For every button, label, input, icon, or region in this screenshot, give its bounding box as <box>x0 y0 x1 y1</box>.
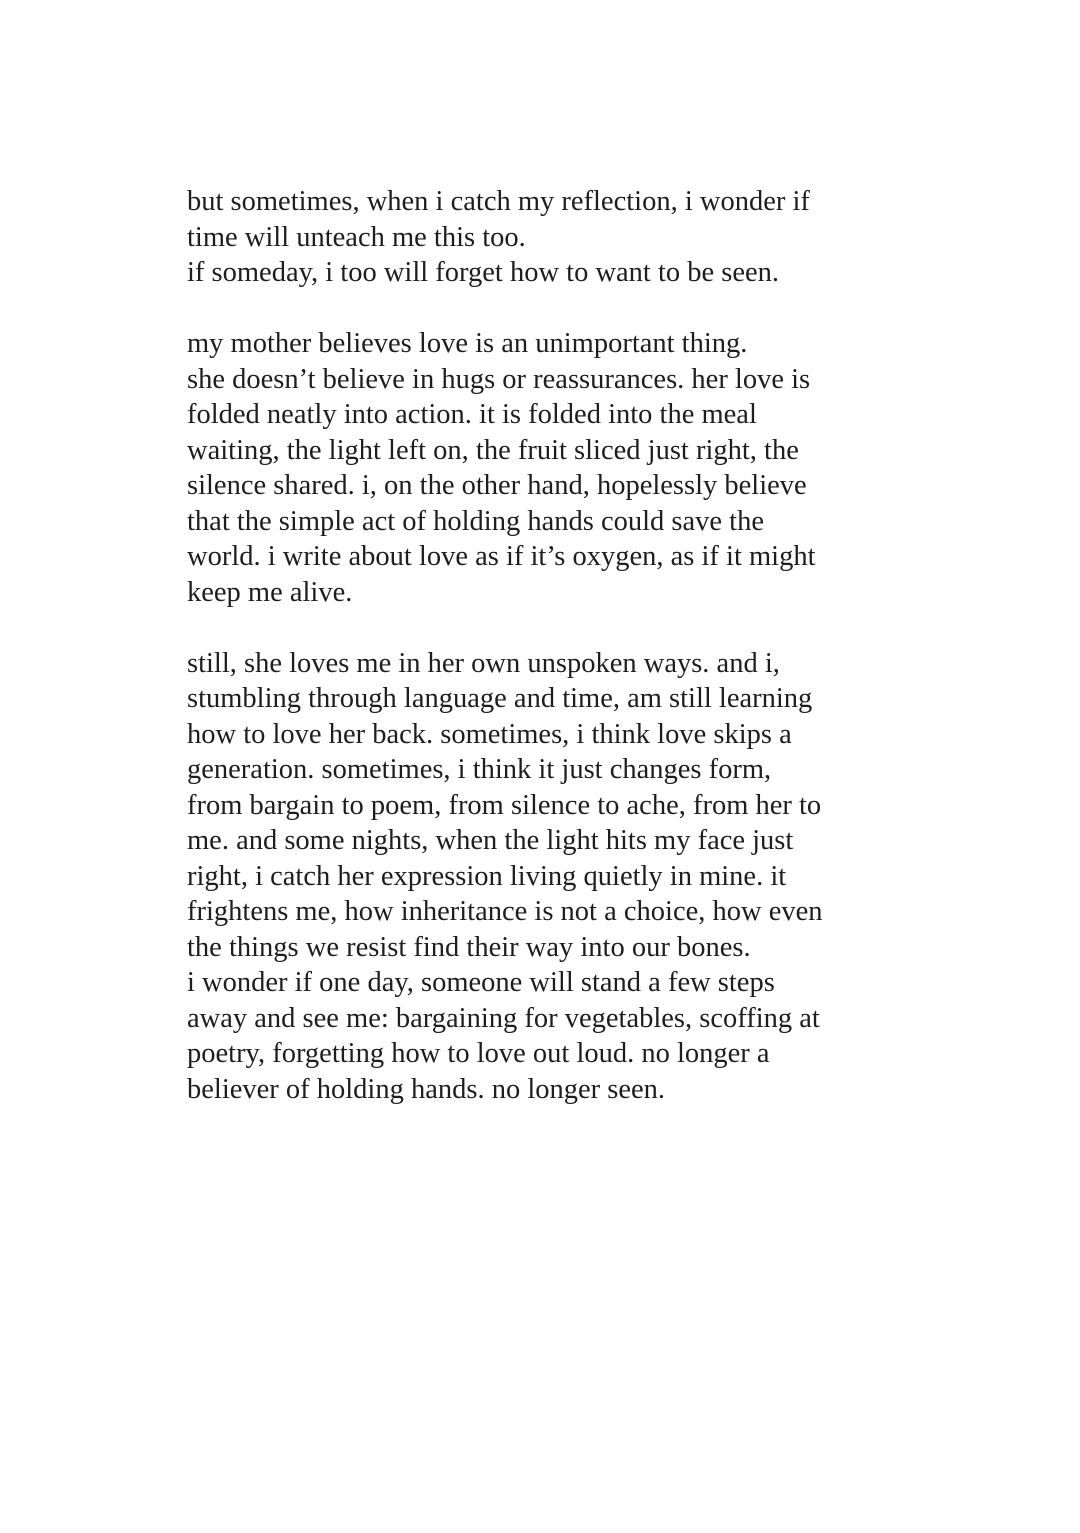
stanza-2 <box>187 326 907 610</box>
text-line: away and see me: bargaining for vegetables, scoffing at <box>187 1002 820 1034</box>
stanza-gap <box>187 291 907 327</box>
text-line: i wonder if one day, someone will stand a few steps <box>187 967 775 998</box>
text-line: believer of holding hands. no longer seen. <box>187 1073 666 1105</box>
stanza-3 <box>187 646 907 1108</box>
stanza-gap <box>187 610 907 646</box>
text-line: she doesn’t believe in hugs or reassurances. her love is <box>187 363 811 395</box>
text-line: but sometimes, when i catch my reflection, i wonder if <box>187 186 810 217</box>
text-line: generation. sometimes, i think it just changes form, <box>187 754 772 785</box>
text-line: silence shared. i, on the other hand, hopelessly believe <box>187 470 807 501</box>
text-line: if someday, i too will forget how to want to be seen. <box>187 257 780 288</box>
text-line: how to love her back. sometimes, i think love skips a <box>187 718 792 750</box>
text-line: still, she loves me in her own unspoken ways. and i, <box>187 647 780 679</box>
text-line: folded neatly into action. it is folded into the meal <box>187 399 757 430</box>
text-line: stumbling through language and time, am still learning <box>187 683 813 714</box>
text-line: frightens me, how inheritance is not a choice, how even <box>187 896 823 927</box>
text-line: from bargain to poem, from silence to ache, from her to <box>187 789 822 821</box>
text-line: me. and some nights, when the light hits my face just <box>187 825 794 856</box>
text-line: keep me alive. <box>187 576 353 608</box>
text-line: right, i catch her expression living quietly in mine. it <box>187 860 787 892</box>
text-line: waiting, the light left on, the fruit sliced just right, the <box>187 434 799 466</box>
text-line: the things we resist find their way into our bones. <box>187 931 751 963</box>
stanza-1 <box>187 184 907 291</box>
text-line: world. i write about love as if it’s oxygen, as if it might <box>187 541 816 572</box>
text-line: that the simple act of holding hands could save the <box>187 505 764 537</box>
text-line: time will unteach me this too. <box>187 221 526 253</box>
poem-body <box>187 184 907 1107</box>
text-line: my mother believes love is an unimportant thing. <box>187 328 748 359</box>
text-line: poetry, forgetting how to love out loud. no longer a <box>187 1038 770 1069</box>
